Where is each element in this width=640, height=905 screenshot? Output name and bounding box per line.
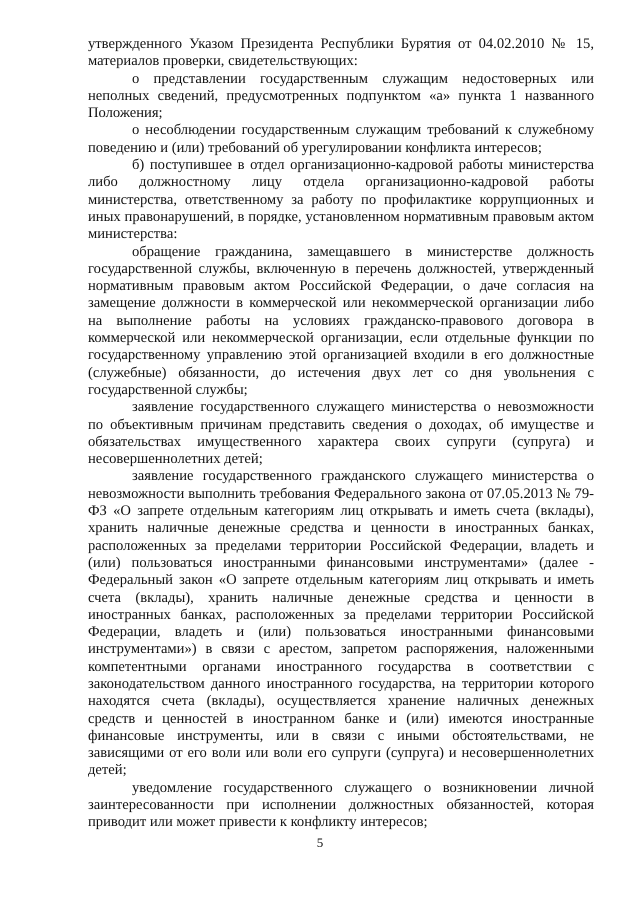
document-page — [88, 36, 594, 832]
paragraph-2: о представлении государственным служащим недостоверных или неполных сведений, предусмотренных подпунктом «а» пункта 1 названного Положения; — [88, 70, 594, 122]
page-number: 5 — [316, 835, 324, 850]
paragraph-7: заявление государственного гражданского служащего министерства о невозможности выполнить требования Федерального закона от 07.05.2013 № 79-ФЗ «О запрете отдельным категориям лиц открывать и иметь счета (вклады), хранить наличные денежные средства и ценности в иностранных банках, расположенных за пределами территории Российской Федерации, владеть и (или) пользоваться иностранными финансовыми инструментами» (далее - Федеральный закон «О запрете отдельным категориям лиц открывать и иметь счета (вклады), хранить наличные денежные средства и ценности в иностранных банках, расположенных за пределами территории Российской Федерации, владеть и (или) пользоваться иностранными финансовыми инструментами») в связи с арестом, запретом распоряжения, наложенными компетентными органами иностранного государства в соответствии с законодательством данного иностранного государства, на территории которого находятся счета (вклады), осуществляется хранение наличных денежных средств и ценностей в иностранном банке и (или) имеются иностранные финансовые инструменты, или в связи с иными обстоятельствами, не зависящими от его воли или воли его супруги (супруга) и несовершеннолетних детей; — [88, 468, 594, 779]
paragraph-4: б) поступившее в отдел организационно-кадровой работы министерства либо должностному лицу отдела организационно-кадровой работы министерства, ответственному за работу по профилактике коррупционных и иных правонарушений, в порядке, установленном нормативным правовым актом министерства: — [88, 157, 594, 243]
paragraph-3: о несоблюдении государственным служащим требований к служебному поведению и (или) требований об урегулировании конфликта интересов; — [88, 122, 594, 156]
paragraph-8: уведомление государственного служащего о возникновении личной заинтересованности при исполнении должностных обязанностей, которая приводит или может привести к конфликту интересов; — [88, 779, 594, 831]
paragraph-5: обращение гражданина, замещавшего в министерстве должность государственной службы, включенную в перечень должностей, утвержденный нормативным правовым актом Российской Федерации, о даче согласия на замещение должности в коммерческой или некоммерческой организации либо на выполнение работы на условиях гражданско-правового договора в коммерческой или некоммерческой организации, если отдельные функции по государственному управлению этой организацией входили в его должностные (служебные) обязанности, до истечения двух лет со дня увольнения с государственной службы; — [88, 243, 594, 398]
paragraph-1: утвержденного Указом Президента Республики Бурятия от 04.02.2010 № 15, материалов проверки, свидетельствующих: — [88, 36, 594, 70]
paragraph-6: заявление государственного служащего министерства о невозможности по объективным причинам представить сведения о доходах, об имуществе и обязательствах имущественного характера своих супруги (супруга) и несовершеннолетних детей; — [88, 399, 594, 468]
